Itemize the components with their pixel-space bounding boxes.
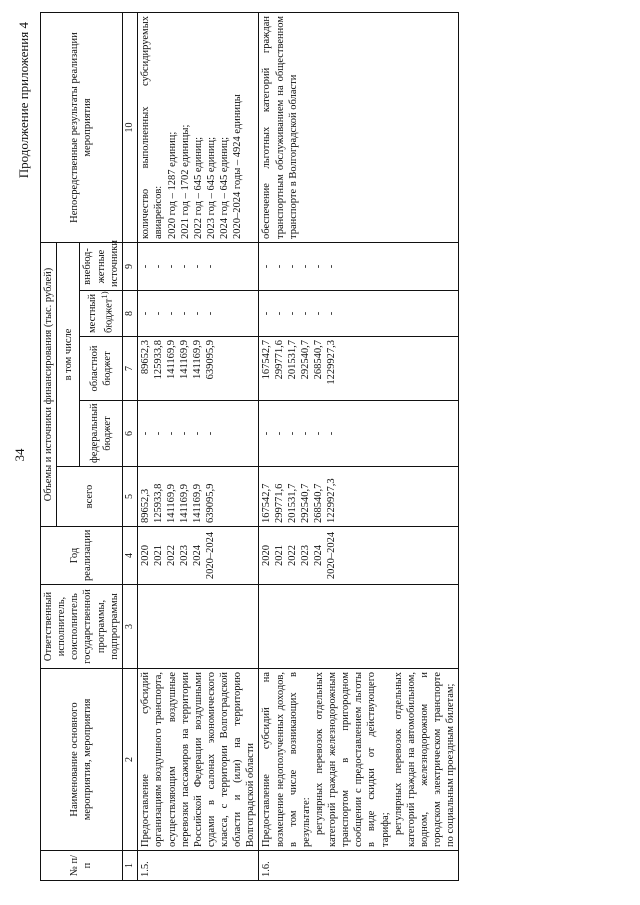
local-value: - [261, 311, 273, 316]
extra-value: - [300, 264, 312, 269]
federal-value: - [287, 431, 299, 436]
result-line: 2020–2024 годы – 4924 единицы [232, 94, 244, 239]
local-value: - [140, 311, 152, 316]
regional-value: 1229927,3 [326, 340, 338, 385]
extra-cell [138, 243, 259, 291]
regional-value: 201531,7 [287, 340, 299, 380]
page-number: 34 [12, 448, 27, 462]
total-value: 89652,3 [140, 488, 152, 523]
year-value: 2020–2024 [205, 531, 217, 580]
federal-value: - [313, 431, 325, 436]
header-total: всего [57, 467, 123, 527]
year-value: 2023 [179, 545, 191, 566]
result-cell [138, 13, 259, 243]
regional-value: 268540,7 [313, 340, 325, 380]
extra-value: - [274, 264, 286, 269]
years-cell [259, 527, 459, 585]
result-line: 2021 год – 1702 единицы; [179, 124, 191, 239]
local-cell [259, 291, 459, 337]
regional-value: 167542,7 [261, 340, 273, 380]
col-number: 5 [122, 467, 138, 527]
total-value: 639095,9 [205, 483, 217, 523]
year-value: 2020–2024 [326, 531, 338, 580]
col-number: 3 [122, 585, 138, 669]
federal-cell [259, 401, 459, 467]
extra-value: - [287, 264, 299, 269]
measure-name-cell [259, 669, 459, 851]
regional-value: 639095,9 [205, 340, 217, 380]
col-number: 2 [122, 669, 138, 851]
row-number: 1.6. [259, 851, 459, 881]
federal-value: - [166, 431, 178, 436]
local-value: - [192, 311, 204, 316]
regional-value: 292540,7 [300, 340, 312, 380]
local-value: - [153, 311, 165, 316]
col-number: 4 [122, 527, 138, 585]
row-number: 1.5. [138, 851, 259, 881]
federal-value: - [300, 431, 312, 436]
extra-value: - [192, 264, 204, 269]
local-value: - [287, 311, 299, 316]
year-value: 2020 [261, 545, 273, 566]
header-results: Непосредственные результаты реализации мероприятия [41, 13, 123, 243]
federal-value: - [179, 431, 191, 436]
extra-value: - [140, 264, 152, 269]
measure-subitem: регулярных перевозок отдельных категорий граждан железнодорожным транспортом в пригородном сообщении с предоставлением льготы в виде скидки от действующего тарифа; [313, 672, 391, 847]
local-cell [138, 291, 259, 337]
header-name: Наименование основного мероприятия, мероприятия [41, 669, 123, 851]
col-number: 9 [122, 243, 138, 291]
measure-name: Предоставление субсидий организациям воздушного транспорта, осуществляющим воздушные перевозки пассажиров на территории Российской Федерации воздушными судами в салонах экономического класса, с территории Волгоградской области и (или) на территорию Волгоградской области [138, 669, 259, 851]
result-text: количество выполненных субсидируемых авиарейсов: [140, 16, 165, 239]
col-number: 6 [122, 401, 138, 467]
header-regional: областной бюджет [80, 337, 122, 401]
result-line: 2024 год – 645 единиц; [219, 136, 230, 239]
result-cell: обеспечение льготных категорий граждан транспортным обслуживанием на общественном транспорте в Волгоградской области [259, 13, 459, 243]
table-row [259, 13, 459, 881]
header-funding: Объемы и источники финансирования (тыс. рублей) [41, 243, 57, 527]
regional-value: 299771,6 [274, 340, 286, 380]
header-extra: внебюд-жетные источники [80, 243, 122, 291]
total-value: 141169,9 [166, 484, 178, 523]
total-value: 292540,7 [300, 483, 312, 523]
col-number: 1 [122, 851, 138, 881]
federal-value: - [326, 431, 338, 436]
federal-value: - [192, 431, 204, 436]
year-value: 2021 [153, 545, 165, 566]
total-value: 201531,7 [287, 483, 299, 523]
regional-value: 141169,9 [179, 340, 191, 379]
extra-value: - [179, 264, 191, 269]
extra-cell [259, 243, 459, 291]
extra-value: - [261, 264, 273, 269]
years-cell [138, 527, 259, 585]
header-federal: федеральный бюджет [80, 401, 122, 467]
header-including: в том числе [57, 243, 80, 467]
header-year: Год реализации [41, 527, 123, 585]
year-value: 2021 [274, 545, 286, 566]
federal-value: - [205, 431, 217, 436]
header-local-label: местный бюджет [87, 293, 115, 333]
total-cell [138, 467, 259, 527]
regional-cell [259, 337, 459, 401]
total-value: 141169,9 [179, 484, 191, 523]
measure-subitem: регулярных перевозок отдельных категорий граждан на автомобильном, водном, железнодорожном и городском электрическом транспорте по социальным проездным билетам; [392, 672, 457, 847]
total-value: 125933,8 [153, 483, 165, 523]
header-executor: Ответственный исполнитель, соисполнитель государственной программы, подпрограммы [41, 585, 123, 669]
total-value: 268540,7 [313, 483, 325, 523]
total-value: 141169,9 [192, 484, 204, 523]
total-value: 1229927,3 [326, 478, 338, 523]
extra-value: - [326, 264, 338, 269]
col-number: 8 [122, 291, 138, 337]
federal-value: - [261, 431, 273, 436]
extra-value: - [205, 264, 217, 269]
year-value: 2023 [300, 545, 312, 566]
regional-value: 141169,9 [166, 340, 178, 379]
total-value: 299771,6 [274, 483, 286, 523]
executor-cell [259, 585, 459, 669]
federal-value: - [153, 431, 165, 436]
federal-cell [138, 401, 259, 467]
executor-cell [138, 585, 259, 669]
column-number-row [122, 13, 138, 881]
header-num: № п/п [41, 851, 123, 881]
year-value: 2020 [140, 545, 152, 566]
year-value: 2024 [313, 545, 325, 566]
regional-cell [138, 337, 259, 401]
local-value: - [205, 311, 217, 316]
total-cell [259, 467, 459, 527]
continuation-caption: Продолжение приложения 4 [16, 22, 31, 179]
local-value: - [166, 311, 178, 316]
header-local [80, 291, 122, 337]
extra-value: - [166, 264, 178, 269]
year-value: 2022 [166, 545, 178, 566]
header-local-footnote: 1) [99, 291, 110, 299]
federal-value: - [274, 431, 286, 436]
total-value: 167542,7 [261, 483, 273, 523]
local-value: - [300, 311, 312, 316]
regional-value: 141169,9 [192, 340, 204, 379]
result-line: 2020 год – 1287 единиц; [166, 131, 178, 239]
regional-value: 125933,8 [153, 340, 165, 380]
extra-value: - [313, 264, 325, 269]
federal-value: - [140, 431, 152, 436]
extra-value: - [153, 264, 165, 269]
local-value: - [179, 311, 191, 316]
local-value: - [326, 311, 338, 316]
col-number: 7 [122, 337, 138, 401]
funding-table [40, 12, 459, 881]
local-value: - [313, 311, 325, 316]
result-line: 2022 год – 645 единиц; [192, 136, 204, 239]
local-value: - [274, 311, 286, 316]
measure-name: Предоставление субсидий на возмещение недополученных доходов, в том числе возникающих в результате: [261, 672, 312, 847]
col-number: 10 [122, 13, 138, 243]
result-line: 2023 год – 645 единиц; [205, 136, 217, 239]
regional-value: 89652,3 [140, 340, 152, 375]
year-value: 2024 [192, 545, 204, 566]
year-value: 2022 [287, 545, 299, 566]
table-row [138, 13, 259, 881]
